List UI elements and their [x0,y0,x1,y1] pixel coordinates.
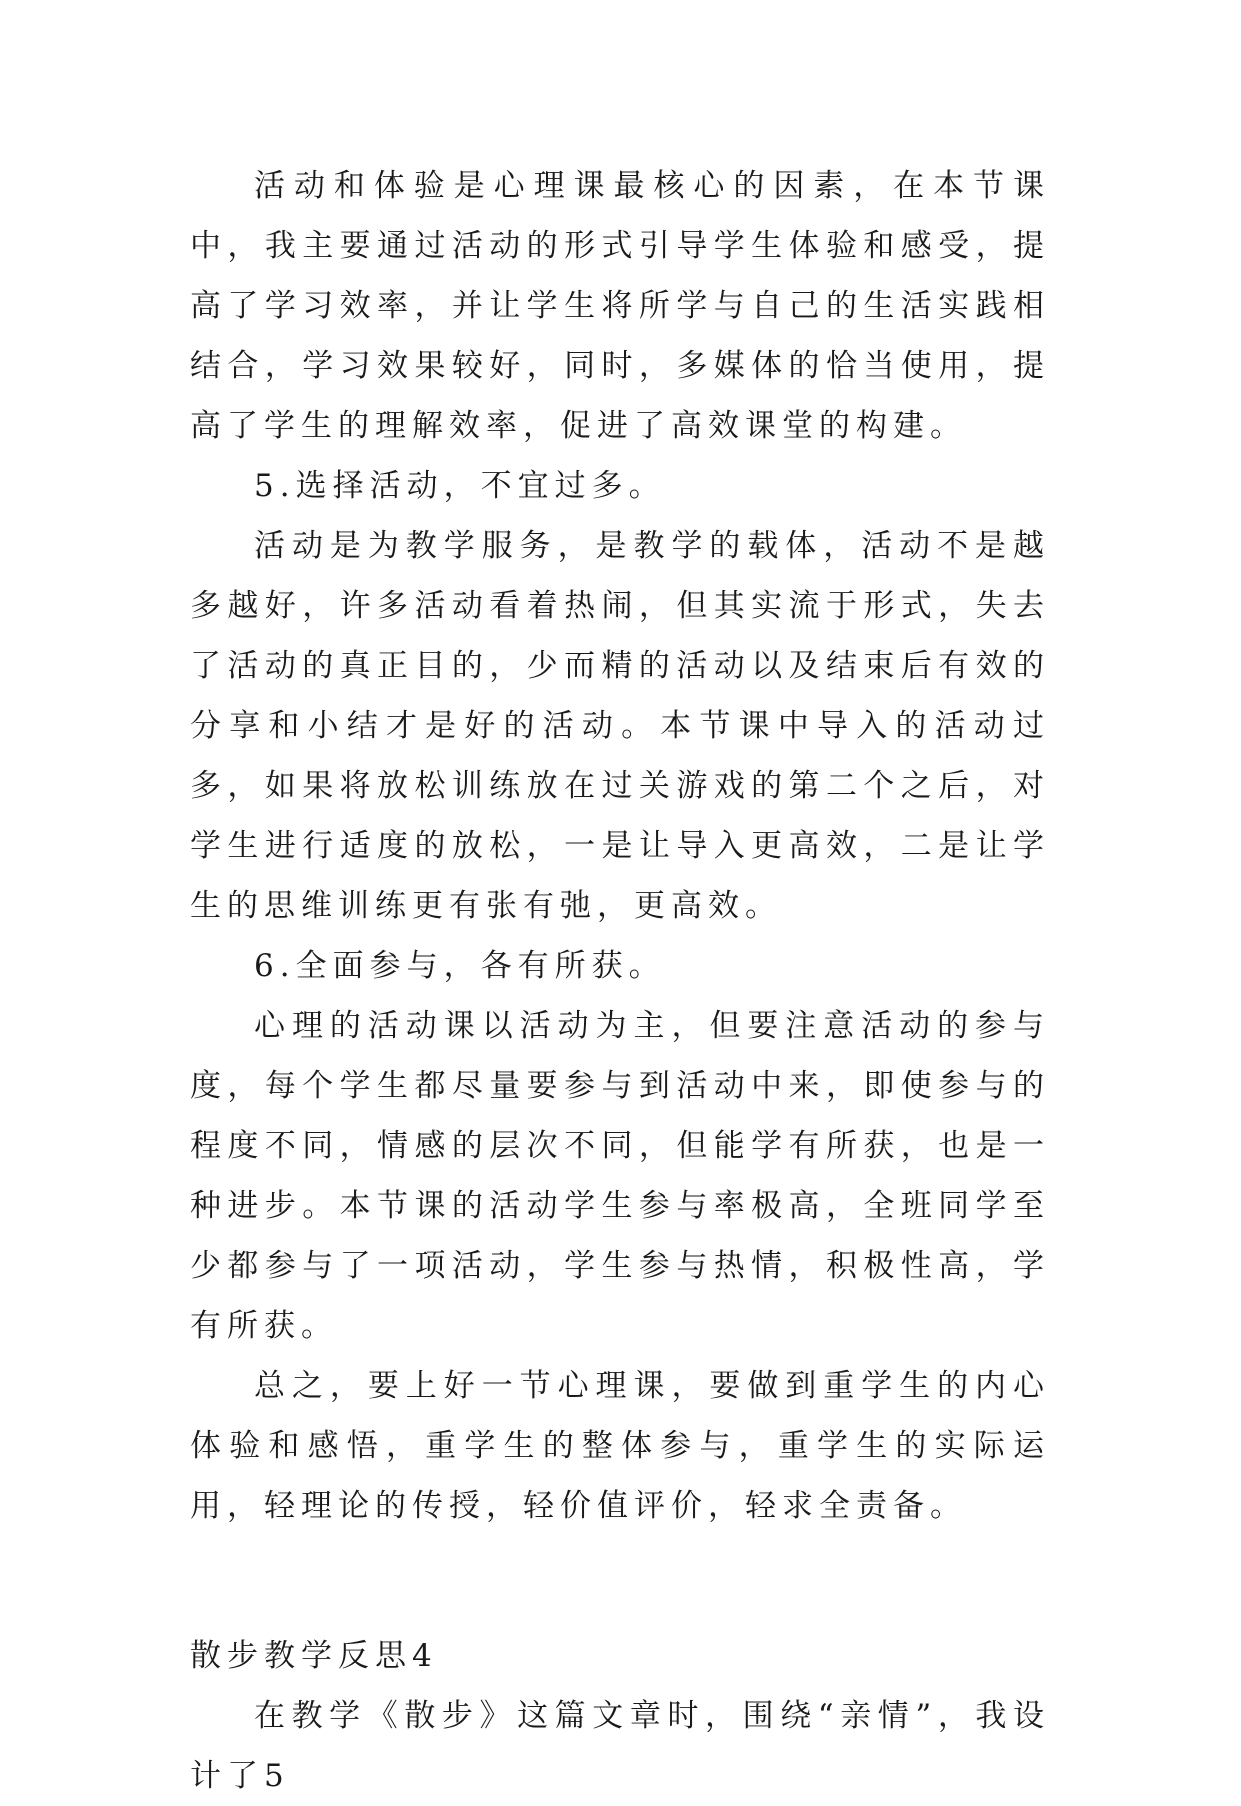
paragraph-activity-quantity: 活动是为教学服务，是教学的载体，活动不是越多越好，许多活动看着热闹，但其实流于形式，失去了活动的真正目的，少而精的活动以及结束后有效的分享和小结才是好的活动。本节课中导入的活动过多，如果将放松训练放在过关游戏的第二个之后，对学生进行适度的放松，一是让导入更高效，二是让学生的思维训练更有张有弛，更高效。 [190,528,1050,924]
paragraph-summary: 总之，要上好一节心理课，要做到重学生的内心体验和感悟，重学生的整体参与，重学生的实际运用，轻理论的传授，轻价值评价，轻求全责备。 [190,1368,1050,1524]
paragraph-activity-experience: 活动和体验是心理课最核心的因素，在本节课中，我主要通过活动的形式引导学生体验和感受，提高了学习效率，并让学生将所学与自己的生活实践相结合，学习效果较好，同时，多媒体的恰当使用，提高了学生的理解效率，促进了高效课堂的构建。 [190,168,1050,444]
item-heading-6: 6.全面参与，各有所获。 [254,948,666,984]
paragraph-walk-intro: 在教学《散步》这篇文章时，围绕“亲情”，我设计了5 [190,1698,1050,1794]
paragraph-participation: 心理的活动课以活动为主，但要注意活动的参与度，每个学生都尽量要参与到活动中来，即使参与的程度不同，情感的层次不同，但能学有所获，也是一种进步。本节课的活动学生参与率极高，全班同学至少都参与了一项活动，学生参与热情，积极性高，学有所获。 [190,1008,1050,1344]
document-body [190,156,1050,1806]
item-heading-5: 5.选择活动，不宜过多。 [254,468,666,504]
section-title: 散步教学反思4 [190,1638,438,1674]
